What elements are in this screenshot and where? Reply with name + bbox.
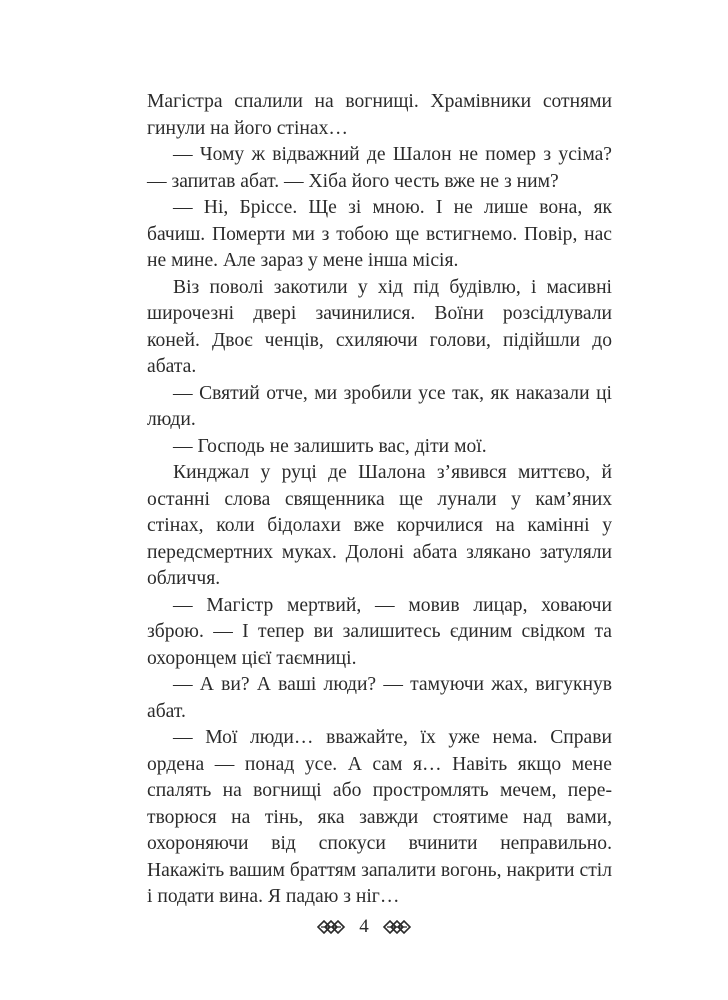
paragraph-3: — Ні, Бріссе. Ще зі мною. І не лише вона, як бачиш. Померти ми з тобою ще встигнемо. Повір, нас не мине. Але зараз у мене інша місія. — [147, 197, 612, 271]
page-footer — [0, 914, 728, 940]
paragraph-10: — Мої люди… вважайте, їх уже нема. Справи ордена — понад усе. А сам я… Навіть якщо мене спалять на вогнищі або простромлять мечем, перетворюся на тінь, яка завжди стоятиме над вами, охороняючи від спокуси вчинити неправильно. Накажіть вашим браттям запалити вогонь, накрити стіл і подати вина. Я падаю з ніг… — [147, 727, 612, 907]
paragraph-4: Віз поволі закотили у хід під будівлю, і масивні широчезні двері зачинилися. Воїни розсідлували коней. Двоє ченців, схиляючи голови, підійшли до абата. — [147, 276, 612, 377]
paragraph-5: — Святий отче, ми зробили усе так, як наказали ці люди. — [147, 382, 612, 430]
paragraph-7: Кинджал у руці де Шалона з’явився миттєво, й останні слова священника ще лунали у кам’яних стінах, коли бідолахи вже корчилися на камінні у передсмертних муках. Долоні абата злякано затуляли обличчя. — [147, 462, 612, 589]
paragraph-8: — Магістр мертвий, — мовив лицар, ховаючи зброю. — І тепер ви залишитесь єдиним свідком та охоронцем цієї таємниці. — [147, 594, 612, 669]
body-text — [147, 89, 612, 911]
paragraph-6: — Господь не залишить вас, діти мої. — [173, 435, 487, 457]
knot-ornament-icon — [317, 920, 347, 934]
knot-ornament-icon — [381, 920, 411, 934]
page-number: 4 — [359, 916, 369, 937]
paragraph-9: — А ви? А ваші люди? — тамуючи жах, вигукнув абат. — [147, 674, 612, 722]
paragraph-1: Магістра спалили на вогнищі. Храмівники сотнями гинули на його стінах… — [147, 91, 612, 139]
paragraph-2: — Чому ж відважний де Шалон не помер з усіма? — запитав абат. — Хіба його честь вже не з ним? — [147, 144, 612, 192]
